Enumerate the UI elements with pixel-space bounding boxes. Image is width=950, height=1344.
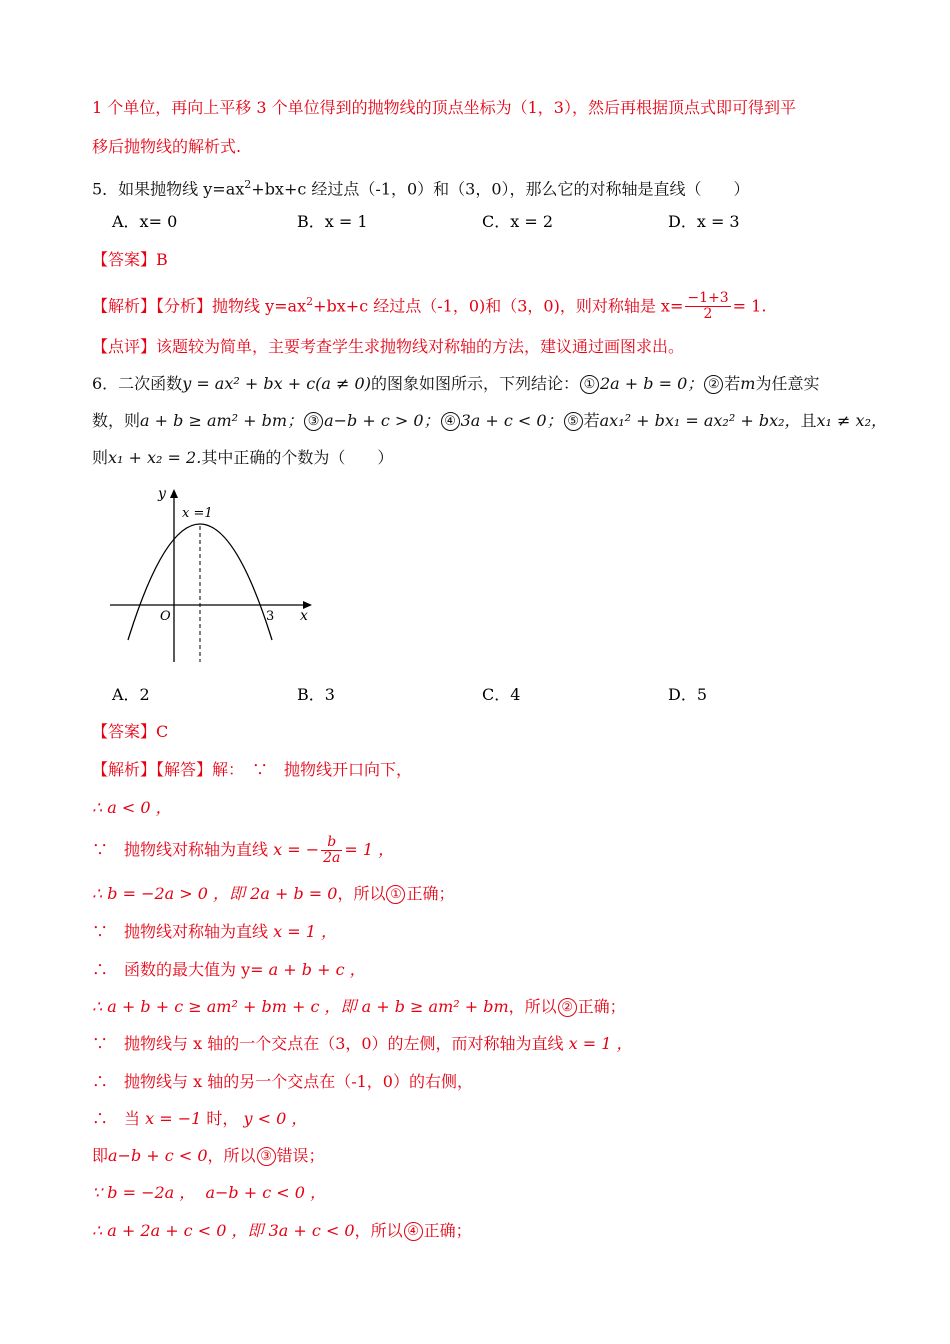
origin-label: O	[160, 609, 171, 624]
solution-line-4: ∴ b = −2a > 0 ，即 2a + b = 0，所以 ① 正确；	[92, 884, 455, 903]
q6-answer: 【答案】C	[92, 722, 169, 741]
solution-line-5: ∵ 抛物线对称轴为直线 x = 1 ，	[92, 922, 337, 941]
y-axis-arrow	[170, 489, 178, 498]
q5-comment: 【点评】该题较为简单，主要考查学生求抛物线对称轴的方法，建议通过画图求出。	[92, 337, 685, 356]
solution-line-9: ∴ 抛物线与 x 轴的另一个交点在（-1，0）的右侧，	[92, 1072, 473, 1091]
solution-line-11: 即a−b + c < 0，所以 ③ 错误；	[92, 1146, 325, 1165]
q5-option-d: D．x = 3	[668, 212, 740, 231]
y-axis-label: y	[158, 486, 166, 502]
solution-line-12: ∵ b = −2a ， a−b + c < 0 ，	[92, 1183, 327, 1202]
solution-line-3: ∵ 抛物线对称轴为直线 x = − $\frac{b}{2a}$ = 1 ，	[92, 834, 395, 866]
q5-answer: 【答案】B	[92, 250, 168, 269]
x-axis-label: x	[300, 608, 308, 624]
q6-option-d: D．5	[668, 685, 708, 704]
q6-option-b: B．3	[297, 685, 335, 704]
q5-option-a: A．x= 0	[112, 212, 178, 231]
solution-line-6: ∴ 函数的最大值为 y= a + b + c ，	[92, 960, 366, 979]
fraction: $\frac{-1+3}{2}$	[687, 290, 729, 323]
q6-stem-line-1: 6．二次函数y = ax² + bx + c(a ≠ 0)的图象如图所示，下列结论： ① 2a + b = 0； ② 若m为任意实	[92, 374, 820, 393]
q6-stem-line-2: 数，则a + b ≥ am² + bm； ③ a−b + c > 0； ④ 3a + c < 0； ⑤ 若ax₁² + bx₁ = ax₂² + bx₂，且x₁ ≠ x₂，	[92, 411, 887, 430]
q5-stem: 5．如果抛物线 $y=ax^2+bx+c$ 经过点（-1，0）和（3，0），那么它的对称轴是直线（ ）	[92, 178, 750, 199]
root-label: 3	[266, 609, 275, 624]
q5-option-c: C．x = 2	[482, 212, 554, 231]
q6-option-a: A．2	[112, 685, 150, 704]
q6-option-c: C．4	[482, 685, 521, 704]
solution-line-13: ∴ a + 2a + c < 0 ，即 3a + c < 0，所以 ④ 正确；	[92, 1221, 472, 1240]
solution-line-7: ∴ a + b + c ≥ am² + bm + c ，即 a + b ≥ am² + bm，所以 ② 正确；	[92, 997, 626, 1016]
q6-stem-line-3: 则x₁ + x₂ = 2.其中正确的个数为（ ）	[92, 448, 394, 467]
q5-analysis: 【解析】【分析】抛物线 $y=ax^2+bx+c$ 经过点（-1，0)和（3，0)，则对称轴是 x= $\frac{-1+3}{2}$ = 1.	[92, 290, 767, 323]
fraction: $\frac{b}{2a}$	[323, 834, 341, 866]
intro-line-1: 1 个单位，再向上平移 3 个单位得到的抛物线的顶点坐标为（1，3），然后再根据顶点式即可得到平	[92, 98, 796, 117]
parabola-graph	[108, 482, 320, 667]
q5-option-b: B．x = 1	[297, 212, 368, 231]
solution-line-2: ∴ a < 0 ，	[92, 798, 172, 817]
solution-line-1: 【解析】【解答】解： ∵ 抛物线开口向下，	[92, 760, 413, 779]
intro-line-2: 移后抛物线的解析式.	[92, 137, 242, 156]
solution-line-10: ∴ 当 x = −1 时， y < 0 ，	[92, 1109, 308, 1128]
solution-line-8: ∵ 抛物线与 x 轴的一个交点在（3，0）的左侧，而对称轴为直线 x = 1 ，	[92, 1034, 633, 1053]
symmetry-label: x =1	[182, 506, 213, 521]
